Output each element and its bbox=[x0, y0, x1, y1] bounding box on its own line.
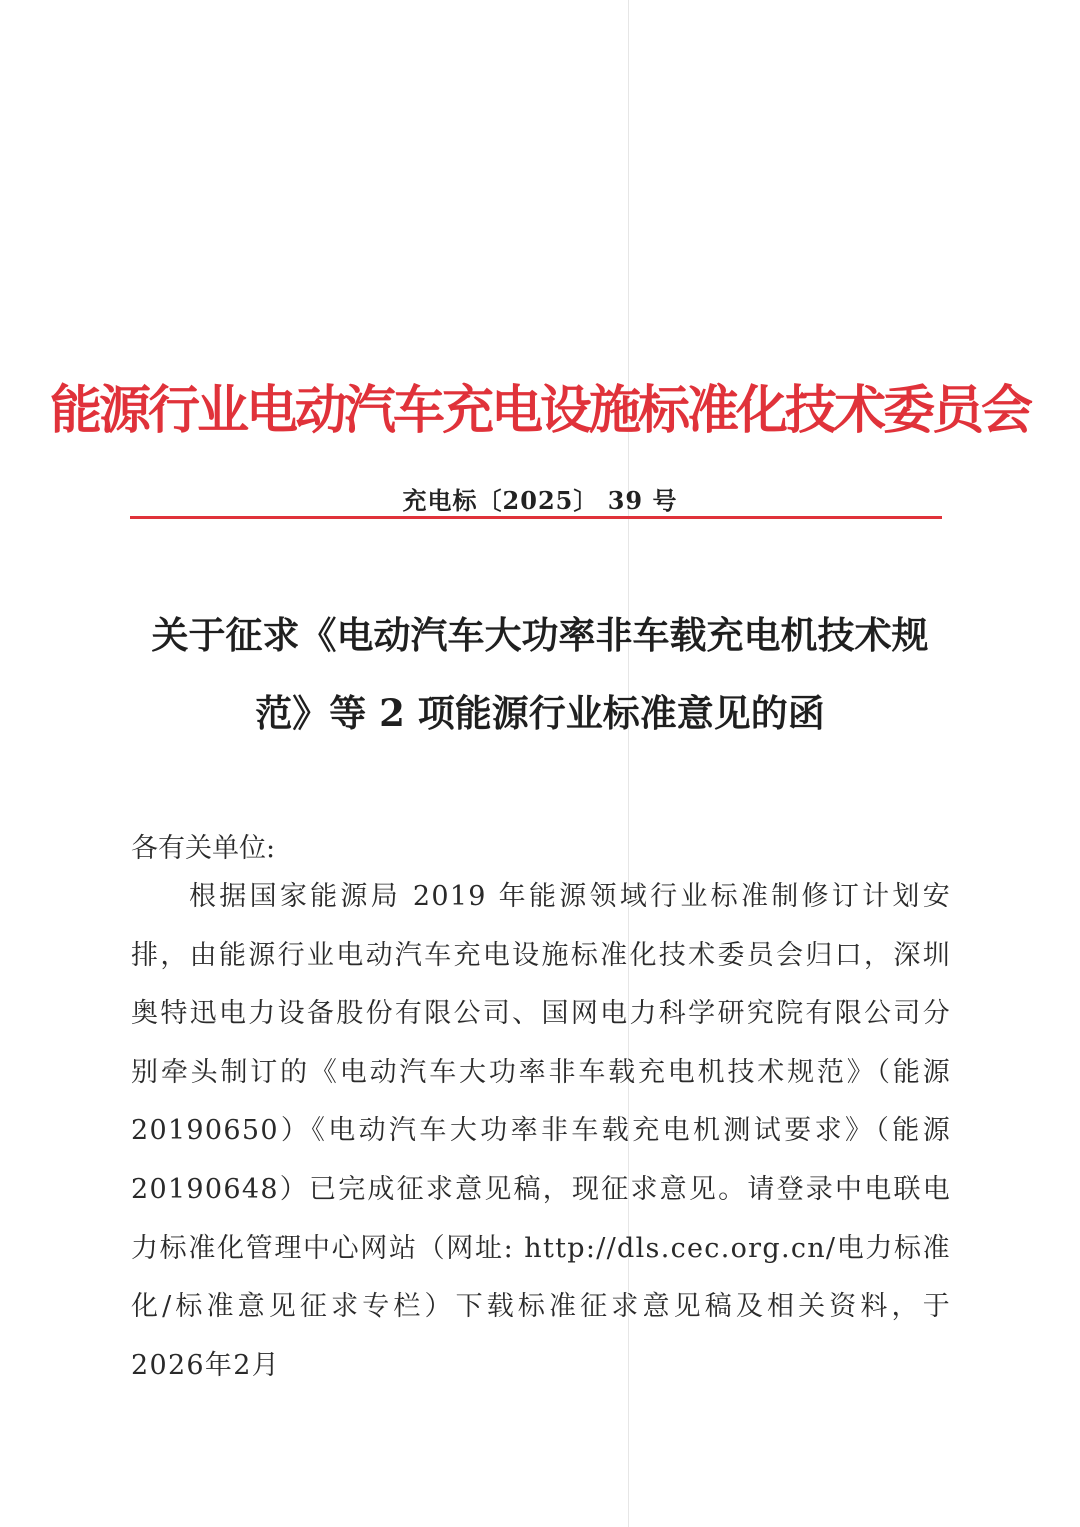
salutation: 各有关单位: bbox=[131, 833, 276, 864]
issuing-organization-header: 能源行业电动汽车充电设施标准化技术委员会 bbox=[49, 381, 1030, 441]
document-number: 充电标〔2025〕 39 号 bbox=[402, 486, 678, 515]
letter-title-line-1: 关于征求《电动汽车大功率非车载充电机技术规 bbox=[151, 613, 929, 657]
letter-title-line-2: 范》等 2 项能源行业标准意见的函 bbox=[255, 691, 825, 735]
letter-body-paragraph: 根据国家能源局 2019 年能源领域行业标准制修订计划安排，由能源行业电动汽车充电设施标准化技术委员会归口，深圳奥特迅电力设备股份有限公司、国网电力科学研究院有限公司分别牵头制订的《电动汽车大功率非车载充电机技术规范》（能源20190650）《电动汽车大功率非车载充电机测试要求》（能源20190648）已完成征求意见稿，现征求意见。请登录中电联电力标准化管理中心网站（网址: http://dls.cec.org.cn/电力标准化/标准意见征求专栏）下载标准征求意见稿及相关资料，于2026年2月 bbox=[131, 881, 951, 1381]
header-divider bbox=[130, 516, 942, 519]
letter-body bbox=[131, 868, 951, 1395]
letter-title bbox=[110, 596, 970, 752]
